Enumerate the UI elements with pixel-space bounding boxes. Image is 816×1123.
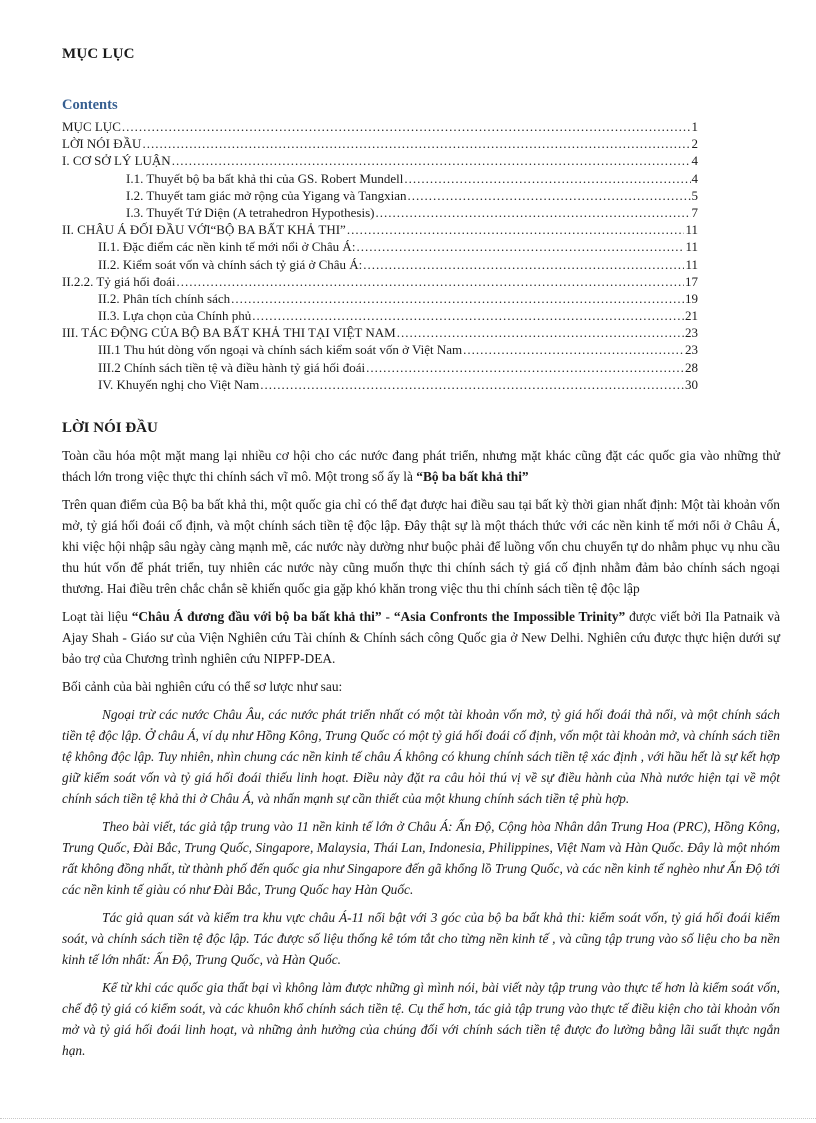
toc-entry[interactable]: I.1. Thuyết bộ ba bất khả thi của GS. Robert Mundell ..... 4 xyxy=(62,170,698,187)
toc-entry[interactable]: III.1 Thu hút dòng vốn ngoại và chính sách kiểm soát vốn ở Việt Nam ..... 23 xyxy=(62,341,698,358)
paragraph: Loạt tài liệu “Châu Á đương đầu với bộ ba bất khả thi” - “Asia Confronts the Impossible Trinity” được viết bởi Ila Patnaik và Ajay Shah - Giáo sư của Viện Nghiên cứu Tài chính & Chính sách công Quốc gia ở New Delhi. Nghiên cứu được thực hiện dưới sự bảo trợ của Chương trình nghiên cứu NIPFP-DEA. xyxy=(62,609,781,666)
paragraph: Toàn cầu hóa một mặt mang lại nhiều cơ hội cho các nước đang phát triển, nhưng mặt khác cũng đặt các quốc gia vào những thử thách lớn trong việc thực thi chính sách vĩ mô. Một trong số ấy là “Bộ ba bất khả thi” xyxy=(62,448,780,484)
paragraph-italic: Ngoại trừ các nước Châu Âu, các nước phát triển nhất có một tài khoản vốn mở, tỷ giá hối đoái thả nổi, và một chính sách tiền tệ độc lập. Ở châu Á, ví dụ như Hồng Kông, Trung Quốc có một tỷ giá hối đoái cố định, vốn một tài khoản mở, và chính sách tiền tệ không độc lập. Tuy nhiên, nhìn chung các nền kinh tế châu Á không có khung chính sách tiền tệ xác định , với hầu hết là sự kết hợp giữ kiểm soát vốn và tỷ giá hối đoái thiếu linh hoạt. Điều này đặt ra câu hỏi thú vị về sự điều hành của Nhà nước hiện tại về một chính sách tiền tệ khả thi ở Châu Á, và nhấn mạnh sự cần thiết của một khung chính sách tiền tệ phù hợp. xyxy=(62,707,780,806)
toc-entry[interactable]: II.3. Lựa chọn của Chính phủ ..... 21 xyxy=(62,307,698,324)
paragraph-italic: Tác giả quan sát và kiểm tra khu vực châu Á-11 nổi bật với 3 góc của bộ ba bất khả thi: kiểm soát vốn, tỷ giá hối đoái kiểm soát, và chính sách tiền tệ độc lập. Tác được số liệu thống kê tóm tắt cho từng nền kinh tế , và cũng tập trung vào số liệu cho ba nền kinh tế lớn nhất: Ấn Độ, Trung Quốc, và Hàn Quốc. xyxy=(62,910,780,967)
toc-entry[interactable]: II.2. Kiểm soát vốn và chính sách tỷ giá ở Châu Á: ..... 11 xyxy=(62,256,698,273)
paragraph: Trên quan điểm của Bộ ba bất khả thi, một quốc gia chỉ có thể đạt được hai điều sau tại bất kỳ thời gian nhất định: Một tài khoản vốn mở, tỷ giá hối đoái cố định, và một chính sách tiền tệ độc lập. Đây thật sự là một thách thức với các nền kinh tế mới nổi ở Châu Á, khi việc hội nhập sâu ngày càng mạnh mẽ, các nước này dường như buộc phải để luồng vốn chu chuyển tự do nhằm phục vụ nhu cầu thu hút vốn để phát triển, tuy nhiên các nước này cũng muốn thực thi chính sách tỷ giá cố định nhằm đảm bảo chính sách ngoại thương. Hai điều trên chắc chắn sẽ khiến quốc gia gặp khó khăn trong việc thu thi chính sách tiền tệ độc lập xyxy=(62,497,780,596)
toc-entry[interactable]: II.2.2. Tỷ giá hối đoái ..... 17 xyxy=(62,273,698,290)
toc-entry[interactable]: MỤC LỤC ..... 1 xyxy=(62,118,698,135)
foreword-body xyxy=(62,445,780,1068)
paragraph-italic: Kể từ khi các quốc gia thất bại vì không làm được những gì mình nói, bài viết này tập trung vào thực tế hơn là kiểm soát vốn, chế độ tỷ giá có kiểm soát, và các khuôn khổ chính sách tiền tệ. Cụ thể hơn, tác giả tập trung vào thực tế điều kiện cho tài khoản vốn mở và tỷ giá hối đoái linh hoạt, và những ảnh hưởng của chúng đối với chính sách tiền tệ được đo lường bằng lãi suất thực ngắn hạn. xyxy=(62,980,780,1058)
toc-entry[interactable]: III. TÁC ĐỘNG CỦA BỘ BA BẤT KHẢ THI TẠI VIỆT NAM ..... 23 xyxy=(62,324,698,341)
toc-entry[interactable]: I. CƠ SỞ LÝ LUẬN ..... 4 xyxy=(62,152,698,169)
table-of-contents xyxy=(62,118,698,393)
foreword-heading: LỜI NÓI ĐẦU xyxy=(62,420,158,436)
toc-entry[interactable]: II.1. Đặc điểm các nền kinh tế mới nổi ở Châu Á: ..... 11 xyxy=(62,238,698,255)
page-title: MỤC LỤC xyxy=(62,46,135,62)
page-bottom-divider xyxy=(0,1118,816,1119)
toc-entry[interactable]: IV. Khuyến nghị cho Việt Nam ..... 30 xyxy=(62,376,698,393)
paragraph-italic: Theo bài viết, tác giả tập trung vào 11 nền kinh tế lớn ở Châu Á: Ấn Độ, Cộng hòa Nhân dân Trung Hoa (PRC), Hồng Kông, Trung Quốc, Đài Bắc, Trung Quốc, Singapore, Malaysia, Thái Lan, Indonesia, Philippines, Việt Nam và Hàn Quốc. Đây là một nhóm rất không đồng nhất, từ thành phố đến quốc gia như Singapore đến gã khổng lồ Trung Quốc, và các nền kinh tế nghèo như Ấn Độ tới các nền kinh tế giàu có như Đài Bắc, Trung Quốc hay Hàn Quốc. xyxy=(62,819,780,897)
toc-entry[interactable]: II. CHÂU Á ĐỐI ĐẦU VỚI“BỘ BA BẤT KHẢ THI” ..... 11 xyxy=(62,221,698,238)
contents-heading: Contents xyxy=(62,97,118,113)
toc-entry[interactable]: III.2 Chính sách tiền tệ và điều hành tỷ giá hối đoái ..... 28 xyxy=(62,359,698,376)
toc-entry[interactable]: LỜI NÓI ĐẦU ..... 2 xyxy=(62,135,698,152)
toc-entry[interactable]: II.2. Phân tích chính sách ..... 19 xyxy=(62,290,698,307)
toc-entry[interactable]: I.3. Thuyết Tứ Diện (A tetrahedron Hypothesis) ..... 7 xyxy=(62,204,698,221)
paragraph: Bối cảnh của bài nghiên cứu có thể sơ lược như sau: xyxy=(62,679,343,694)
toc-entry[interactable]: I.2. Thuyết tam giác mở rộng của Yigang và Tangxian ..... 5 xyxy=(62,187,698,204)
